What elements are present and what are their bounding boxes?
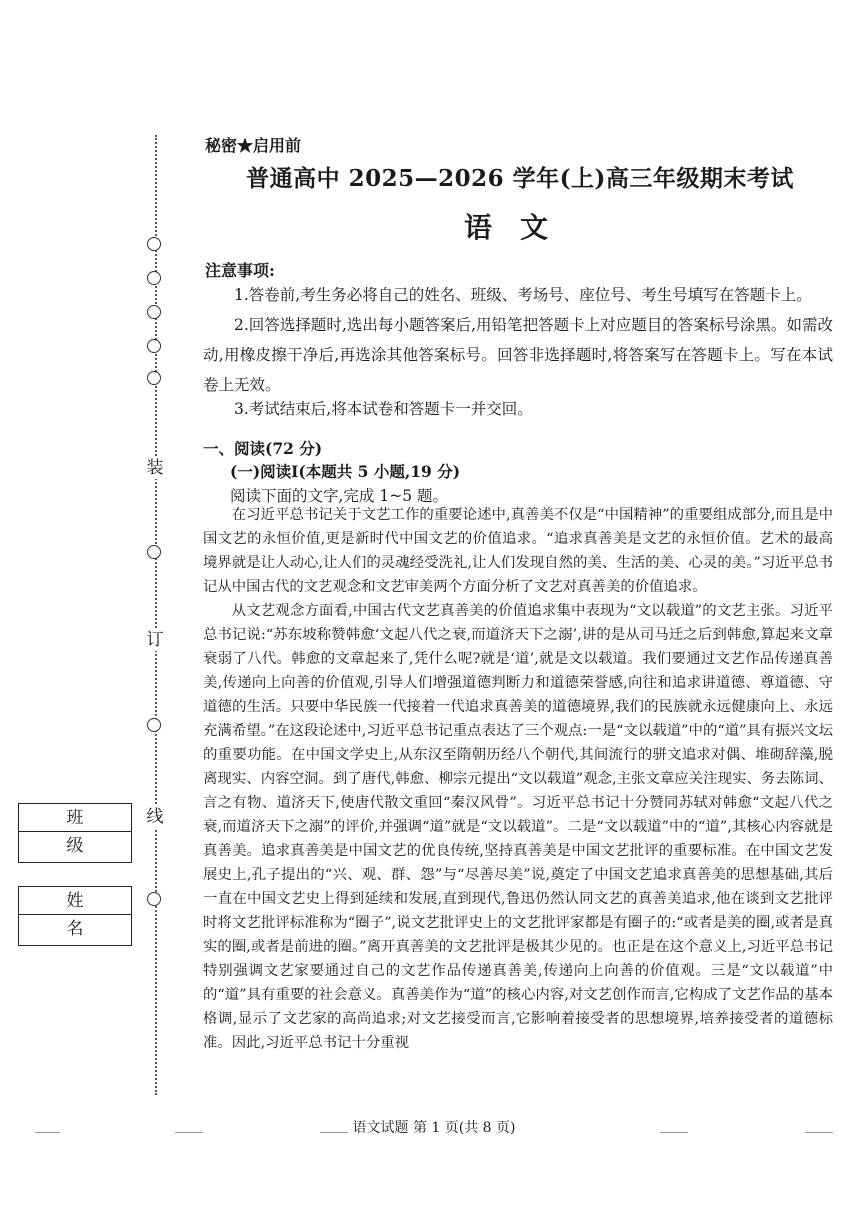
binding-hole xyxy=(147,237,161,251)
binding-char-zhuang: 装 xyxy=(144,457,166,479)
exam-title: 普通高中 2025—2026 学年(上)高三年级期末考试 xyxy=(246,165,794,192)
binding-hole xyxy=(147,271,161,285)
binding-hole xyxy=(147,718,161,732)
class-box xyxy=(18,803,132,863)
passage-paragraph: 在习近平总书记关于文艺工作的重要论述中,真善美不仅是“中国精神”的重要组成部分,而且是中国文艺的永恒价值,更是新时代中国文艺的价值追求。“追求真善美是文艺的永恒价值。艺术的最高境界就是让人动心,让人们的灵魂经受洗礼,让人们发现自然的美、生活的美、心灵的美。”习近平总书记从中国古代的文艺观念和文艺审美两个方面分析了文艺对真善美的价值追求。 xyxy=(203,507,833,595)
binding-char-ding: 订 xyxy=(144,629,166,651)
name-label: 姓名 xyxy=(19,887,131,915)
reading-instruction: 阅读下面的文字,完成 1~5 题。 xyxy=(230,487,448,505)
notice-item: 3.考试结束后,将本试卷和答题卡一并交回。 xyxy=(234,400,533,418)
binding-hole xyxy=(147,339,161,353)
name-box xyxy=(18,886,132,946)
reading-passage xyxy=(203,503,833,1055)
binding-char-xian: 线 xyxy=(144,806,166,828)
binding-hole xyxy=(147,892,161,906)
binding-hole xyxy=(147,545,161,559)
confidential-mark: 秘密★启用前 xyxy=(205,136,302,155)
notice-item: 1.答卷前,考生务必将自己的姓名、班级、考场号、座位号、考生号填写在答题卡上。 xyxy=(234,286,812,304)
subsection-heading: (一)阅读Ⅰ(本题共 5 小题,19 分) xyxy=(230,462,461,481)
page-footer: 语文试题 第 1 页(共 8 页) xyxy=(352,1120,516,1136)
binding-hole xyxy=(147,371,161,385)
notice-heading: 注意事项: xyxy=(205,261,275,280)
passage-paragraph: 从文艺观念方面看,中国古代文艺真善美的价值追求集中表现为“文以载道”的文艺主张。习近平总书记说:“苏东坡称赞韩愈‘文起八代之衰,而道济天下之溺’,讲的是从司马迁之后到韩愈,算起来文章衰弱了八代。韩愈的文章起来了,凭什么呢?就是‘道’,就是文以载道。我们要通过文艺作品传递真善美,传递向上向善的价值观,引导人们增强道德判断力和道德荣誉感,向往和追求讲道德、尊道德、守道德的生活。只要中华民族一代接着一代追求真善美的道德境界,我们的民族就永远健康向上、永远充满希望。”在这段论述中,习近平总书记重点表达了三个观点:一是“文以载道”中的“道”具有振兴文坛的重要功能。在中国文学史上,从东汉至隋朝历经八个朝代,其间流行的骈文追求对偶、堆砌辞藻,脱离现实、内容空洞。到了唐代,韩愈、柳宗元提出“文以载道”观念,主张文章应关注现实、务去陈词、言之有物、道济天下,使唐代散文重回“秦汉风骨”。习近平总书记十分赞同苏轼对韩愈“文起八代之衰,而道济天下之溺”的评价,并强调“道”就是“文以载道”。二是“文以载道”中的“道”,其核心内容就是真善美。追求真善美是中国文艺的优良传统,坚持真善美是中国文艺批评的重要标准。在中国文艺发展史上,孔子提出的“兴、观、群、怨”与“尽善尽美”说,奠定了中国文艺追求真善美的思想基础,其后一直在中国文艺史上得到延续和发展,直到现代,鲁迅仍然认同文艺的真善美追求,他在谈到文艺批评时将文艺批评标准称为“圈子”,说文艺批评史上的文艺批评家都是有圈子的:“或者是美的圈,或者是真实的圈,或者是前进的圈。”离开真善美的文艺批评是极其少见的。也正是在这个意义上,习近平总书记特别强调文艺家要通过自己的文艺作品传递真善美,传递向上向善的价值观。三是“文以载道”中的“道”具有重要的社会意义。真善美作为“道”的核心内容,对文艺创作而言,它构成了文艺作品的基本格调,显示了文艺家的高尚追求;对文艺接受而言,它影响着接受者的思想境界,培养接受者的道德标准。因此,习近平总书记十分重视 xyxy=(203,603,833,1051)
class-label: 班级 xyxy=(19,804,131,832)
notice-item: 2.回答选择题时,选出每小题答案后,用铅笔把答题卡上对应题目的答案标号涂黑。如需改动,用橡皮擦干净后,再选涂其他答案标号。回答非选择题时,将答案写在答题卡上。写在本试卷上无效。 xyxy=(203,316,833,394)
subject-title: 语文 xyxy=(463,211,576,244)
binding-hole xyxy=(147,305,161,319)
section-heading: 一、阅读(72 分) xyxy=(203,439,323,458)
